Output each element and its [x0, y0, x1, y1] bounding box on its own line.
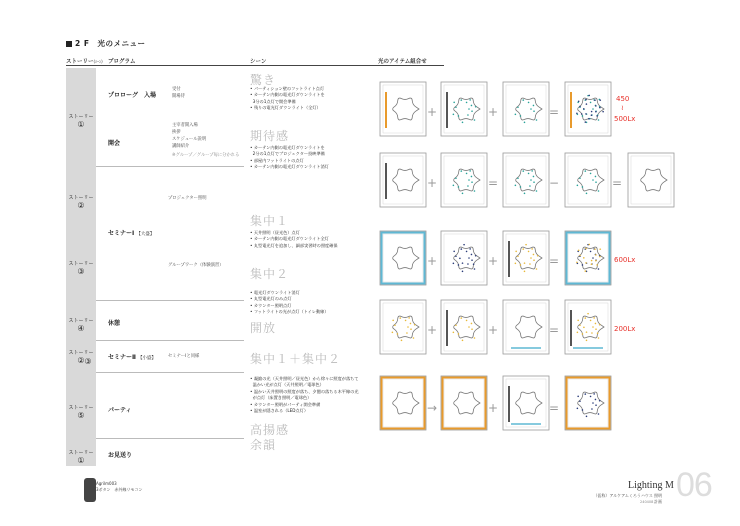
light-dot [471, 176, 473, 178]
light-dot [475, 255, 477, 257]
light-dot [591, 114, 593, 116]
light-dot [591, 408, 593, 410]
light-dot [529, 185, 531, 187]
opening-sub-4: 講師紹介 [172, 144, 190, 149]
program-groupwork: グループワーク（体験演習） [168, 263, 224, 268]
bullet: • 温かい天井照明の照度が落ち、夕闇の落ちる木平線の光 [250, 388, 359, 394]
light-dot [582, 115, 584, 117]
light-dot [595, 181, 597, 183]
light-dot [455, 177, 457, 179]
bullet: • カーテン内側の電光灯ダウンライト全灯 [250, 236, 329, 242]
light-dot [453, 185, 455, 187]
light-dot [591, 111, 593, 113]
light-dot [394, 324, 396, 326]
scene-title-focus-combo: 集中１＋集中２ [250, 352, 342, 366]
light-dot [599, 99, 601, 101]
light-dot [473, 263, 475, 265]
light-dot [585, 262, 587, 264]
light-dot [467, 114, 469, 116]
light-dot [588, 244, 590, 246]
story-6: ストーリー ⑤ [68, 405, 94, 420]
bullet: • パーティション壁のフットライト点灯 [250, 86, 325, 91]
light-dot [462, 122, 464, 124]
bullet: • 丸型電光灯を追加し、細部実習時の照度確保 [250, 242, 338, 248]
program-farewell: お見送り [108, 452, 133, 459]
bullet: • 残りの電光灯ダウンライト（全灯） [250, 105, 321, 111]
light-dot [474, 337, 476, 339]
light-dot [586, 103, 588, 105]
bullet: • カーテン内側の電光灯ダウンライト消灯 [250, 164, 329, 170]
col-items: 光のアイテム組合せ [378, 59, 427, 65]
light-dot [592, 257, 594, 259]
light-dot [405, 320, 407, 322]
light-dot [468, 326, 470, 328]
light-dot [531, 170, 533, 172]
prologue-sub-1: 受付 [172, 87, 181, 92]
light-dot [530, 257, 532, 259]
light-dot [533, 254, 535, 256]
scene-title-focus2: 集中２ [250, 267, 290, 281]
light-dot [582, 264, 584, 266]
light-dot [585, 270, 587, 272]
light-dot [410, 328, 412, 330]
light-dot [463, 244, 465, 246]
light-dot [530, 179, 532, 181]
light-dot [458, 264, 460, 266]
light-dot [588, 95, 590, 97]
light-dot [520, 264, 522, 266]
story-7: ストーリー ① [68, 450, 94, 465]
light-dot [469, 170, 471, 172]
light-dot [581, 113, 583, 115]
bullet: • 電光灯ダウンライト消灯 [250, 290, 300, 295]
operator-symbol: + [488, 323, 499, 337]
light-dot [392, 332, 394, 334]
light-dot [598, 119, 600, 121]
scene-title-expectation: 期待感 [250, 129, 290, 143]
light-dot [517, 255, 519, 257]
opening-sub-3: スケジュール説明 [172, 137, 207, 142]
light-dot [397, 333, 399, 335]
light-dot [582, 409, 584, 411]
light-dot [522, 248, 524, 250]
bullet: • 部屋内フットライトの点灯 [250, 157, 304, 163]
light-dot [595, 254, 597, 256]
light-dot [591, 263, 593, 265]
operator-symbol: + [488, 254, 499, 268]
operator-symbol: = [549, 323, 560, 337]
light-dot [471, 254, 473, 256]
light-dot [455, 106, 457, 108]
light-dot [407, 326, 409, 328]
light-dot [458, 186, 460, 188]
light-dot [529, 263, 531, 265]
remote-note: Agrilm003 3ボタン 赤外線リモコン [96, 481, 143, 492]
light-dot [536, 190, 538, 192]
program-seminar1: セミナーⅠ 【大盛】 [108, 230, 155, 237]
light-dot [458, 115, 460, 117]
bullet: 温かい光が点灯（天井照明／電球色） [252, 382, 324, 388]
light-dot [528, 251, 530, 253]
light-dot [590, 320, 592, 322]
light-dot [475, 106, 477, 108]
light-dot [595, 176, 597, 178]
operator-symbol: + [427, 105, 438, 119]
light-dot [583, 257, 585, 259]
prologue-sub-2: 開場待 [172, 94, 185, 99]
light-dot [592, 179, 594, 181]
bullet: • 丸型電光灯のみ点灯 [250, 296, 292, 302]
light-dot [586, 416, 588, 418]
light-dot [579, 106, 581, 108]
page-heading: 2 F 光のメニュー [66, 38, 145, 49]
light-dot [466, 251, 468, 253]
light-dot [517, 177, 519, 179]
light-dot [462, 193, 464, 195]
story-2: ストーリー ② [68, 195, 94, 210]
light-dot [520, 115, 522, 117]
light-dot [468, 257, 470, 259]
col-story: ストーリー(ｼｰﾝ) [66, 59, 103, 65]
light-dot [578, 249, 580, 251]
seminar2-sub: セミナーⅠと同様 [168, 354, 200, 359]
light-dot [467, 263, 469, 265]
light-dot [453, 114, 455, 116]
light-dot [471, 328, 473, 330]
light-dot [515, 114, 517, 116]
light-dot [471, 323, 473, 325]
light-dot [462, 340, 464, 342]
light-dot [466, 102, 468, 104]
light-dot [466, 320, 468, 322]
program-opening: 開会 [108, 140, 121, 147]
col-program: プログラム [108, 59, 136, 65]
operator-symbol: + [488, 401, 499, 415]
light-dot [590, 102, 592, 104]
light-dot [579, 255, 581, 257]
light-dot [533, 181, 535, 183]
light-dot [595, 111, 597, 113]
lux-500: 500Lx [614, 115, 636, 123]
brand-logo: Lighting M [628, 480, 674, 491]
light-dot [517, 106, 519, 108]
light-dot [533, 105, 535, 107]
light-dot [579, 324, 581, 326]
light-dot [537, 255, 539, 257]
light-dot [471, 259, 473, 261]
light-dot [471, 105, 473, 107]
light-dot [578, 100, 580, 102]
page-number: 06 [676, 466, 712, 504]
light-dot [533, 110, 535, 112]
remote-control-icon [84, 478, 96, 502]
light-dot [522, 99, 524, 101]
program-party: パーティ [108, 407, 132, 414]
light-dot [528, 173, 530, 175]
light-dot [590, 173, 592, 175]
light-dot [590, 251, 592, 253]
light-dot [533, 259, 535, 261]
light-dot [576, 261, 578, 263]
light-dot [599, 324, 601, 326]
light-dot [462, 262, 464, 264]
story-4: ストーリー ④ [68, 318, 94, 333]
bullet: • カーテン内側の電光灯ダウンライトを [250, 145, 325, 150]
light-dot [455, 324, 457, 326]
light-dot [587, 313, 589, 315]
light-dot [520, 186, 522, 188]
light-dot [522, 170, 524, 172]
light-dot [468, 179, 470, 181]
light-dot [515, 263, 517, 265]
light-dot [599, 248, 601, 250]
light-dot [410, 323, 412, 325]
light-dot [582, 333, 584, 335]
light-dot [460, 99, 462, 101]
opening-sub-1: 主宰者開入場 [172, 123, 198, 128]
light-dot [468, 108, 470, 110]
operator-symbol: + [427, 254, 438, 268]
light-dot [586, 340, 588, 342]
opening-note: ※グループ／グループ毎に分かれる [172, 153, 240, 158]
light-dot [469, 248, 471, 250]
light-dot [460, 317, 462, 319]
light-dot [515, 251, 517, 253]
light-dot [530, 108, 532, 110]
light-dot [474, 119, 476, 121]
light-dot [474, 268, 476, 270]
operator-symbol: = [549, 254, 560, 268]
light-dot [453, 102, 455, 104]
light-dot [515, 185, 517, 187]
light-dot [536, 268, 538, 270]
light-dot [594, 248, 596, 250]
light-dot [602, 111, 604, 113]
light-dot [414, 324, 416, 326]
light-dot [595, 399, 597, 401]
bullet: が点灯（床置き照明／電球色） [252, 395, 312, 401]
light-dot [596, 264, 598, 266]
light-dot [598, 337, 600, 339]
light-dot [474, 190, 476, 192]
lux-tilde: ≀ [621, 104, 624, 112]
light-dot [453, 332, 455, 334]
light-dot [583, 108, 585, 110]
light-dot [598, 413, 600, 415]
operator-symbol: = [549, 105, 560, 119]
bullet: • カーテン内側の電光灯ダウンライトを [250, 92, 325, 98]
light-dot [591, 260, 593, 262]
light-dot [599, 107, 601, 109]
light-dot [460, 248, 462, 250]
light-dot [585, 113, 587, 115]
light-dot [459, 258, 461, 260]
light-dot [598, 190, 600, 192]
bullet: • 天井照明（昼光色）点灯 [250, 230, 300, 235]
light-dot [471, 181, 473, 183]
light-dot [524, 193, 526, 195]
light-dot [413, 337, 415, 339]
light-dot [590, 396, 592, 398]
bullet: • フットライトの光が点灯（トイレ動線） [250, 309, 329, 315]
scene-title-release: 開放 [250, 321, 277, 335]
light-dot [595, 323, 597, 325]
operator-symbol: = [549, 401, 560, 415]
bullet: • カウンター照明点灯 [250, 302, 292, 308]
bullet: 3分の1点灯で開会準備 [252, 98, 296, 104]
light-dot [453, 263, 455, 265]
scene-title-uplift: 高揚感 [250, 423, 290, 437]
light-dot [591, 332, 593, 334]
program-projector: プロジェクター照明 [168, 196, 207, 201]
light-dot [528, 102, 530, 104]
light-dot [392, 320, 394, 322]
light-dot [584, 170, 586, 172]
light-dot [583, 327, 585, 329]
light-dot [592, 108, 594, 110]
light-dot [592, 402, 594, 404]
col-scene: シーン [250, 59, 267, 65]
light-dot [401, 340, 403, 342]
program-break: 休憩 [108, 320, 121, 327]
light-dot [524, 262, 526, 264]
light-dot [577, 320, 579, 322]
operator-symbol: + [488, 105, 499, 119]
light-dot [584, 317, 586, 319]
light-dot [586, 331, 588, 333]
light-dot [588, 118, 590, 120]
bullet: • 温室が隠される（LED点灯） [250, 408, 309, 414]
light-dot [585, 99, 587, 101]
operator-symbol: − [549, 176, 560, 190]
operator-symbol: = [488, 176, 499, 190]
lux-600: 600Lx [614, 256, 636, 264]
light-dot [536, 119, 538, 121]
program-seminar2: セミナーⅡ 【小盛】 [108, 354, 157, 361]
operator-symbol: + [427, 176, 438, 190]
bullet: 2分の1点灯でプロジェクター投映準備 [252, 151, 325, 157]
light-dot [469, 99, 471, 101]
light-dot [593, 317, 595, 319]
light-dot [453, 251, 455, 253]
light-dot [524, 122, 526, 124]
light-dot [406, 332, 408, 334]
light-dot [586, 193, 588, 195]
scene-title-afterglow: 余韻 [250, 438, 277, 452]
program-prologue: プロローグ 入場 [108, 92, 157, 99]
light-dot [577, 408, 579, 410]
story-1: ストーリー ① [68, 114, 94, 129]
opening-sub-2: 挨拶 [172, 130, 181, 135]
lux-450: 450 [616, 95, 630, 103]
scene-title-surprise: 驚き [250, 73, 277, 87]
light-dot [467, 185, 469, 187]
light-dot [462, 271, 464, 273]
light-dot [595, 105, 597, 107]
brand-subtitle: （仮称）アルケアムくろうハウス 照明計画 [593, 493, 662, 504]
operator-symbol: → [427, 401, 438, 415]
light-dot [458, 333, 460, 335]
light-dot [455, 255, 457, 257]
light-dot [531, 248, 533, 250]
light-dot [582, 186, 584, 188]
light-dot [525, 244, 527, 246]
bullet: • カウンター照明がパーティ開会準備 [250, 401, 321, 407]
story-5a: ストーリー ② [68, 350, 94, 365]
light-dot [460, 170, 462, 172]
lux-200: 200Lx [614, 325, 636, 333]
light-dot [533, 176, 535, 178]
light-dot [596, 115, 598, 117]
light-dot [579, 177, 581, 179]
light-dot [598, 268, 600, 270]
story-5b: ③ [84, 357, 92, 366]
light-dot [585, 121, 587, 123]
light-dot [585, 248, 587, 250]
light-dot [579, 400, 581, 402]
scene-title-focus1: 集中１ [250, 214, 290, 228]
light-dot [595, 328, 597, 330]
light-dot [399, 317, 401, 319]
date-label: 240408 [640, 500, 654, 504]
light-dot [599, 400, 601, 402]
light-dot [599, 256, 601, 258]
light-dot [597, 332, 599, 334]
light-dot [594, 99, 596, 101]
operator-symbol: + [427, 323, 438, 337]
light-dot [584, 393, 586, 395]
operator-symbol: = [612, 176, 623, 190]
story-3: ストーリー ③ [68, 261, 94, 276]
light-dot [595, 404, 597, 406]
light-dot [577, 185, 579, 187]
light-dot [592, 326, 594, 328]
light-dot [595, 260, 597, 262]
light-dot [466, 173, 468, 175]
light-dot [577, 396, 579, 398]
light-dot [524, 271, 526, 273]
light-dot [471, 110, 473, 112]
light-dot [593, 393, 595, 395]
light-dot [576, 112, 578, 114]
light-dot [408, 317, 410, 319]
light-dot [577, 332, 579, 334]
bullet: • 凝縮の光（天井照明／昼光色）から徐々に照度が落ちて [250, 376, 359, 381]
